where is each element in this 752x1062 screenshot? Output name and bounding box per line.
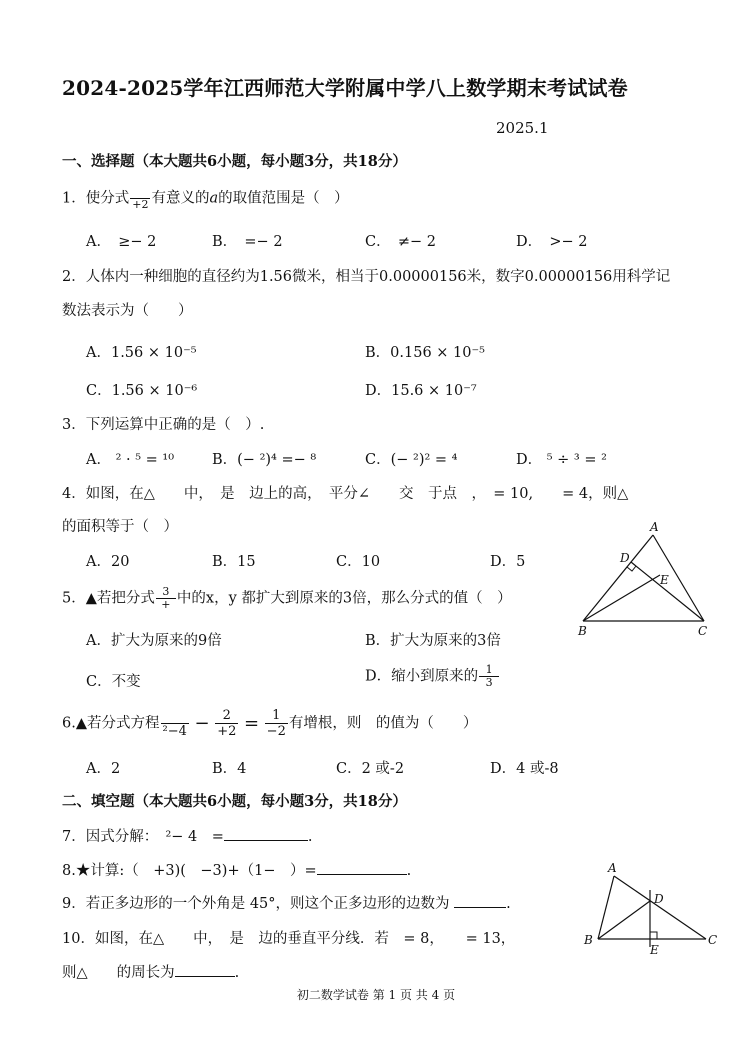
q6-pre: 6.▲若分式方程 [62, 715, 160, 732]
q5-d-frac-num: 1 [479, 664, 499, 677]
q5-option-d-fraction [479, 664, 499, 689]
q6-option-d: D．4 或-8 [490, 761, 559, 777]
question-9 [62, 892, 511, 913]
section-1-heading: 一、选择题（本大题共6小题，每小题3分，共18分） [62, 153, 407, 170]
q6-f3-den: −2 [266, 724, 286, 739]
question-2-line-2: 数法表示为（ ） [62, 303, 193, 319]
q4-label-d: D [620, 551, 630, 565]
question-3: 3．下列运算中正确的是（ ）. [62, 417, 265, 433]
q9-end: . [506, 896, 511, 912]
q1-option-d: D． >− 2 [516, 234, 588, 250]
q4-option-d: D．5 [490, 554, 526, 570]
q1-pre: 1．使分式 [62, 190, 130, 207]
q1-post2: 的取值范围是（ ） [218, 190, 349, 207]
question-10-line-1: 10．如图，在△ 中， 是 边的垂直平分线．若 = 8， = 13， [62, 931, 516, 947]
q5-frac-den: + [161, 598, 171, 611]
question-8 [62, 859, 411, 880]
q8-end: . [406, 863, 412, 879]
q1-post: 有意义的 [151, 190, 210, 207]
q3-option-b: B．(− ²)⁴ =− ⁸ [212, 452, 317, 468]
q4-triangle-figure [572, 520, 722, 642]
section-2-heading: 二、填空题（本大题共6小题，每小题3分，共18分） [62, 793, 407, 810]
edge-ac [614, 876, 706, 939]
q9-answer-blank[interactable] [454, 895, 506, 908]
question-4-line-1: 4．如图，在△ 中， 是 边上的高， 平分∠ 交 于点 ， = 10, = 4，则△ [62, 486, 629, 502]
question-6 [62, 708, 477, 739]
exam-date: 2025.1 [496, 119, 549, 137]
q4-option-a: A．20 [86, 554, 130, 570]
q1-var: a [209, 190, 219, 207]
q6-post: 有增根，则 的值为（ ） [288, 715, 478, 732]
q1-option-a: A． ≥− 2 [86, 234, 157, 250]
q5-post: 中的x，y 都扩大到原来的3倍，那么分式的值（ ） [176, 590, 512, 607]
q5-option-a: A．扩大为原来的9倍 [86, 633, 222, 649]
page-footer: 初二数学试卷 第 1 页 共 4 页 [296, 988, 456, 1002]
q6-equals-sign: = [243, 713, 260, 734]
page-title: 2024-2025学年江西师范大学附属中学八上数学期末考试试卷 [62, 76, 628, 100]
q5-option-c: C．不变 [86, 674, 141, 690]
q2-option-c: C．1.56 × 10⁻⁶ [86, 383, 198, 399]
q1-frac-den: +2 [132, 198, 149, 211]
q6-fraction-1 [161, 708, 189, 739]
q2-option-d: D．15.6 × 10⁻⁷ [365, 383, 477, 399]
q6-f1-num [161, 708, 189, 724]
q3-option-c: C．(− ²)² = ⁴ [365, 452, 458, 468]
q10-answer-blank[interactable] [175, 964, 235, 977]
q4-label-a: A [650, 520, 659, 534]
q6-f1-den: ²−4 [162, 724, 187, 739]
bisector-be [583, 575, 660, 621]
q10-label-d: D [654, 892, 664, 906]
q6-fraction-3 [265, 708, 288, 739]
q4-option-c: C．10 [336, 554, 381, 570]
question-7 [62, 825, 313, 846]
q4-label-b: B [578, 624, 587, 638]
q7-answer-blank[interactable] [224, 828, 308, 841]
right-angle-mark [627, 566, 636, 571]
q6-minus-sign: − [194, 713, 210, 734]
q7-end: . [307, 829, 313, 845]
q10-label-e: E [650, 943, 659, 957]
question-1 [62, 186, 349, 211]
right-angle-mark [650, 932, 657, 939]
q10-text: 则△ 的周长为 [62, 965, 175, 981]
q5-option-d-text: D．缩小到原来的 [365, 668, 479, 685]
q6-option-b: B．4 [212, 761, 247, 777]
q4-label-c: C [698, 624, 708, 638]
q6-fraction-2 [215, 708, 238, 739]
q6-option-c: C．2 或-2 [336, 761, 405, 777]
question-5 [62, 586, 512, 611]
q1-option-b: B． =− 2 [212, 234, 283, 250]
question-4-line-2: 的面积等于（ ） [62, 519, 178, 535]
q10-end: . [234, 965, 240, 981]
edge-ab [583, 535, 653, 621]
altitude-cd [631, 562, 704, 621]
q10-label-a: A [608, 861, 617, 875]
q3-option-d: D． ⁵ ÷ ³ = ² [516, 452, 607, 468]
q6-f2-den: +2 [217, 724, 237, 739]
q4-option-b: B．15 [212, 554, 256, 570]
q6-f3-num: 1 [265, 708, 288, 724]
q6-f2-num: 2 [215, 708, 238, 724]
q10-label-c: C [708, 933, 718, 947]
q5-option-b: B．扩大为原来的3倍 [365, 633, 501, 649]
q2-option-b: B．0.156 × 10⁻⁵ [365, 345, 485, 361]
q5-option-d [365, 664, 500, 689]
q10-triangle-figure [576, 858, 726, 958]
q4-label-e: E [660, 573, 669, 587]
q5-pre: 5．▲若把分式 [62, 590, 155, 607]
q9-text: 9．若正多边形的一个外角是 45°，则这个正多边形的边数为 [62, 896, 450, 912]
q10-label-b: B [584, 933, 593, 947]
q1-option-c: C． ≠− 2 [365, 234, 436, 250]
q5-frac-num: 3 [156, 586, 176, 599]
question-10-line-2 [62, 961, 239, 982]
q8-answer-blank[interactable] [317, 862, 407, 875]
q3-option-a: A． ² · ⁵ = ¹⁰ [86, 452, 175, 468]
q2-option-a: A．1.56 × 10⁻⁵ [86, 345, 197, 361]
q6-option-a: A．2 [86, 761, 121, 777]
q5-fraction [156, 586, 176, 611]
q7-text: 7．因式分解： ²− 4 = [62, 829, 224, 845]
question-2-line-1: 2．人体内一种细胞的直径约为1.56微米，相当于0.00000156米，数字0.00000156用科学记 [62, 269, 671, 285]
q5-d-frac-den: 3 [485, 676, 493, 689]
q8-text: 8.★计算:（ +3)( −3)+（1− ）= [62, 863, 317, 879]
q1-fraction [130, 186, 150, 211]
